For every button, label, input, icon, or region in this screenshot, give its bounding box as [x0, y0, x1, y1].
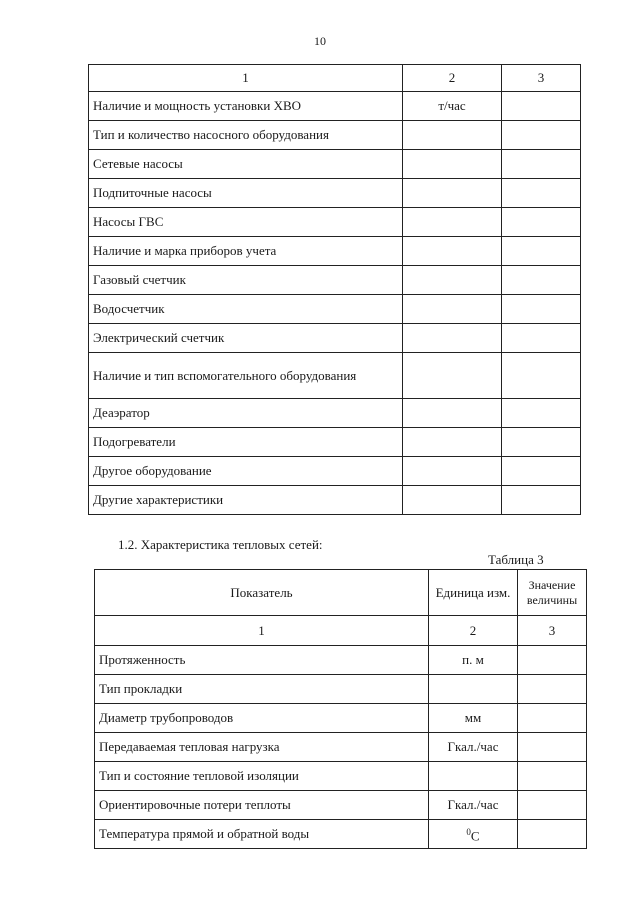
- row-unit: Гкал./час: [429, 733, 518, 762]
- row-label: Сетевые насосы: [89, 150, 403, 179]
- table-header-row: [95, 570, 587, 616]
- row-label: Протяженность: [95, 646, 429, 675]
- row-label: Наличие и мощность установки ХВО: [89, 92, 403, 121]
- row-unit: [403, 457, 502, 486]
- table-row: [89, 179, 581, 208]
- row-unit: [403, 428, 502, 457]
- column-number-2: 2: [403, 65, 502, 92]
- table-caption: Таблица 3: [488, 552, 544, 567]
- row-unit: [403, 324, 502, 353]
- row-label: Наличие и марка приборов учета: [89, 237, 403, 266]
- row-value: [502, 353, 581, 399]
- table-row: [95, 646, 587, 675]
- table-row: [89, 237, 581, 266]
- row-unit: [403, 179, 502, 208]
- row-label: Тип и количество насосного оборудования: [89, 121, 403, 150]
- row-value: [502, 428, 581, 457]
- row-unit: [403, 150, 502, 179]
- row-label: Другие характеристики: [89, 486, 403, 515]
- row-unit: [429, 762, 518, 791]
- row-value: [502, 266, 581, 295]
- row-label: Подпиточные насосы: [89, 179, 403, 208]
- heat-networks-table: [94, 569, 587, 849]
- table-row: [89, 353, 581, 399]
- column-number-2: 2: [429, 616, 518, 646]
- table-row: [95, 791, 587, 820]
- row-unit: [403, 295, 502, 324]
- row-value: [502, 457, 581, 486]
- row-value: [502, 92, 581, 121]
- row-value: [502, 324, 581, 353]
- row-value: [502, 295, 581, 324]
- header-indicator: Показатель: [95, 570, 429, 616]
- row-label: Подогреватели: [89, 428, 403, 457]
- row-value: [518, 820, 587, 849]
- column-number-3: 3: [518, 616, 587, 646]
- table-row: [89, 399, 581, 428]
- row-value: [518, 675, 587, 704]
- row-value: [502, 237, 581, 266]
- row-unit: т/час: [403, 92, 502, 121]
- section-heading: 1.2. Характеристика тепловых сетей:: [118, 537, 323, 552]
- row-value: [502, 121, 581, 150]
- row-label: Другое оборудование: [89, 457, 403, 486]
- row-label: Насосы ГВС: [89, 208, 403, 237]
- table-row: [95, 820, 587, 849]
- row-value: [502, 486, 581, 515]
- row-label: Диаметр трубопроводов: [95, 704, 429, 733]
- row-value: [518, 762, 587, 791]
- table-row: [89, 457, 581, 486]
- row-value: [518, 704, 587, 733]
- row-value: [502, 399, 581, 428]
- row-label: Ориентировочные потери теплоты: [95, 791, 429, 820]
- row-unit: [429, 820, 518, 849]
- row-label: Тип и состояние тепловой изоляции: [95, 762, 429, 791]
- table-row: [89, 150, 581, 179]
- table-row: [89, 486, 581, 515]
- table-row: [89, 428, 581, 457]
- row-label: Наличие и тип вспомогательного оборудования: [89, 353, 403, 399]
- row-unit: мм: [429, 704, 518, 733]
- table-row: [95, 733, 587, 762]
- row-unit: [403, 237, 502, 266]
- row-unit: [403, 399, 502, 428]
- row-value: [502, 179, 581, 208]
- row-unit: [403, 121, 502, 150]
- row-unit: [403, 266, 502, 295]
- unit-superscript: 0: [466, 826, 471, 837]
- row-label: Температура прямой и обратной воды: [95, 820, 429, 849]
- column-number-3: 3: [502, 65, 581, 92]
- row-unit: [403, 208, 502, 237]
- row-unit: [429, 675, 518, 704]
- column-number-1: 1: [89, 65, 403, 92]
- table-row: [89, 92, 581, 121]
- row-value: [518, 733, 587, 762]
- row-label: Электрический счетчик: [89, 324, 403, 353]
- equipment-table: [88, 64, 581, 515]
- unit-text: С: [470, 828, 480, 844]
- row-unit: [403, 486, 502, 515]
- page-number: 10: [314, 34, 326, 48]
- table-row: [89, 324, 581, 353]
- header-value: Значение величины: [518, 570, 587, 616]
- table-row: [89, 121, 581, 150]
- row-value: [502, 208, 581, 237]
- row-unit: [403, 353, 502, 399]
- table-row: [89, 295, 581, 324]
- numbering-row: [95, 616, 587, 646]
- row-label: Деаэратор: [89, 399, 403, 428]
- column-number-1: 1: [95, 616, 429, 646]
- row-label: Водосчетчик: [89, 295, 403, 324]
- row-label: Передаваемая тепловая нагрузка: [95, 733, 429, 762]
- table-header-row: [89, 65, 581, 92]
- row-label: Газовый счетчик: [89, 266, 403, 295]
- row-unit: Гкал./час: [429, 791, 518, 820]
- table-row: [95, 704, 587, 733]
- row-value: [502, 150, 581, 179]
- row-value: [518, 791, 587, 820]
- table-row: [95, 762, 587, 791]
- row-unit: п. м: [429, 646, 518, 675]
- header-unit: Единица изм.: [429, 570, 518, 616]
- row-label: Тип прокладки: [95, 675, 429, 704]
- table-row: [89, 266, 581, 295]
- row-value: [518, 646, 587, 675]
- table-row: [89, 208, 581, 237]
- table-row: [95, 675, 587, 704]
